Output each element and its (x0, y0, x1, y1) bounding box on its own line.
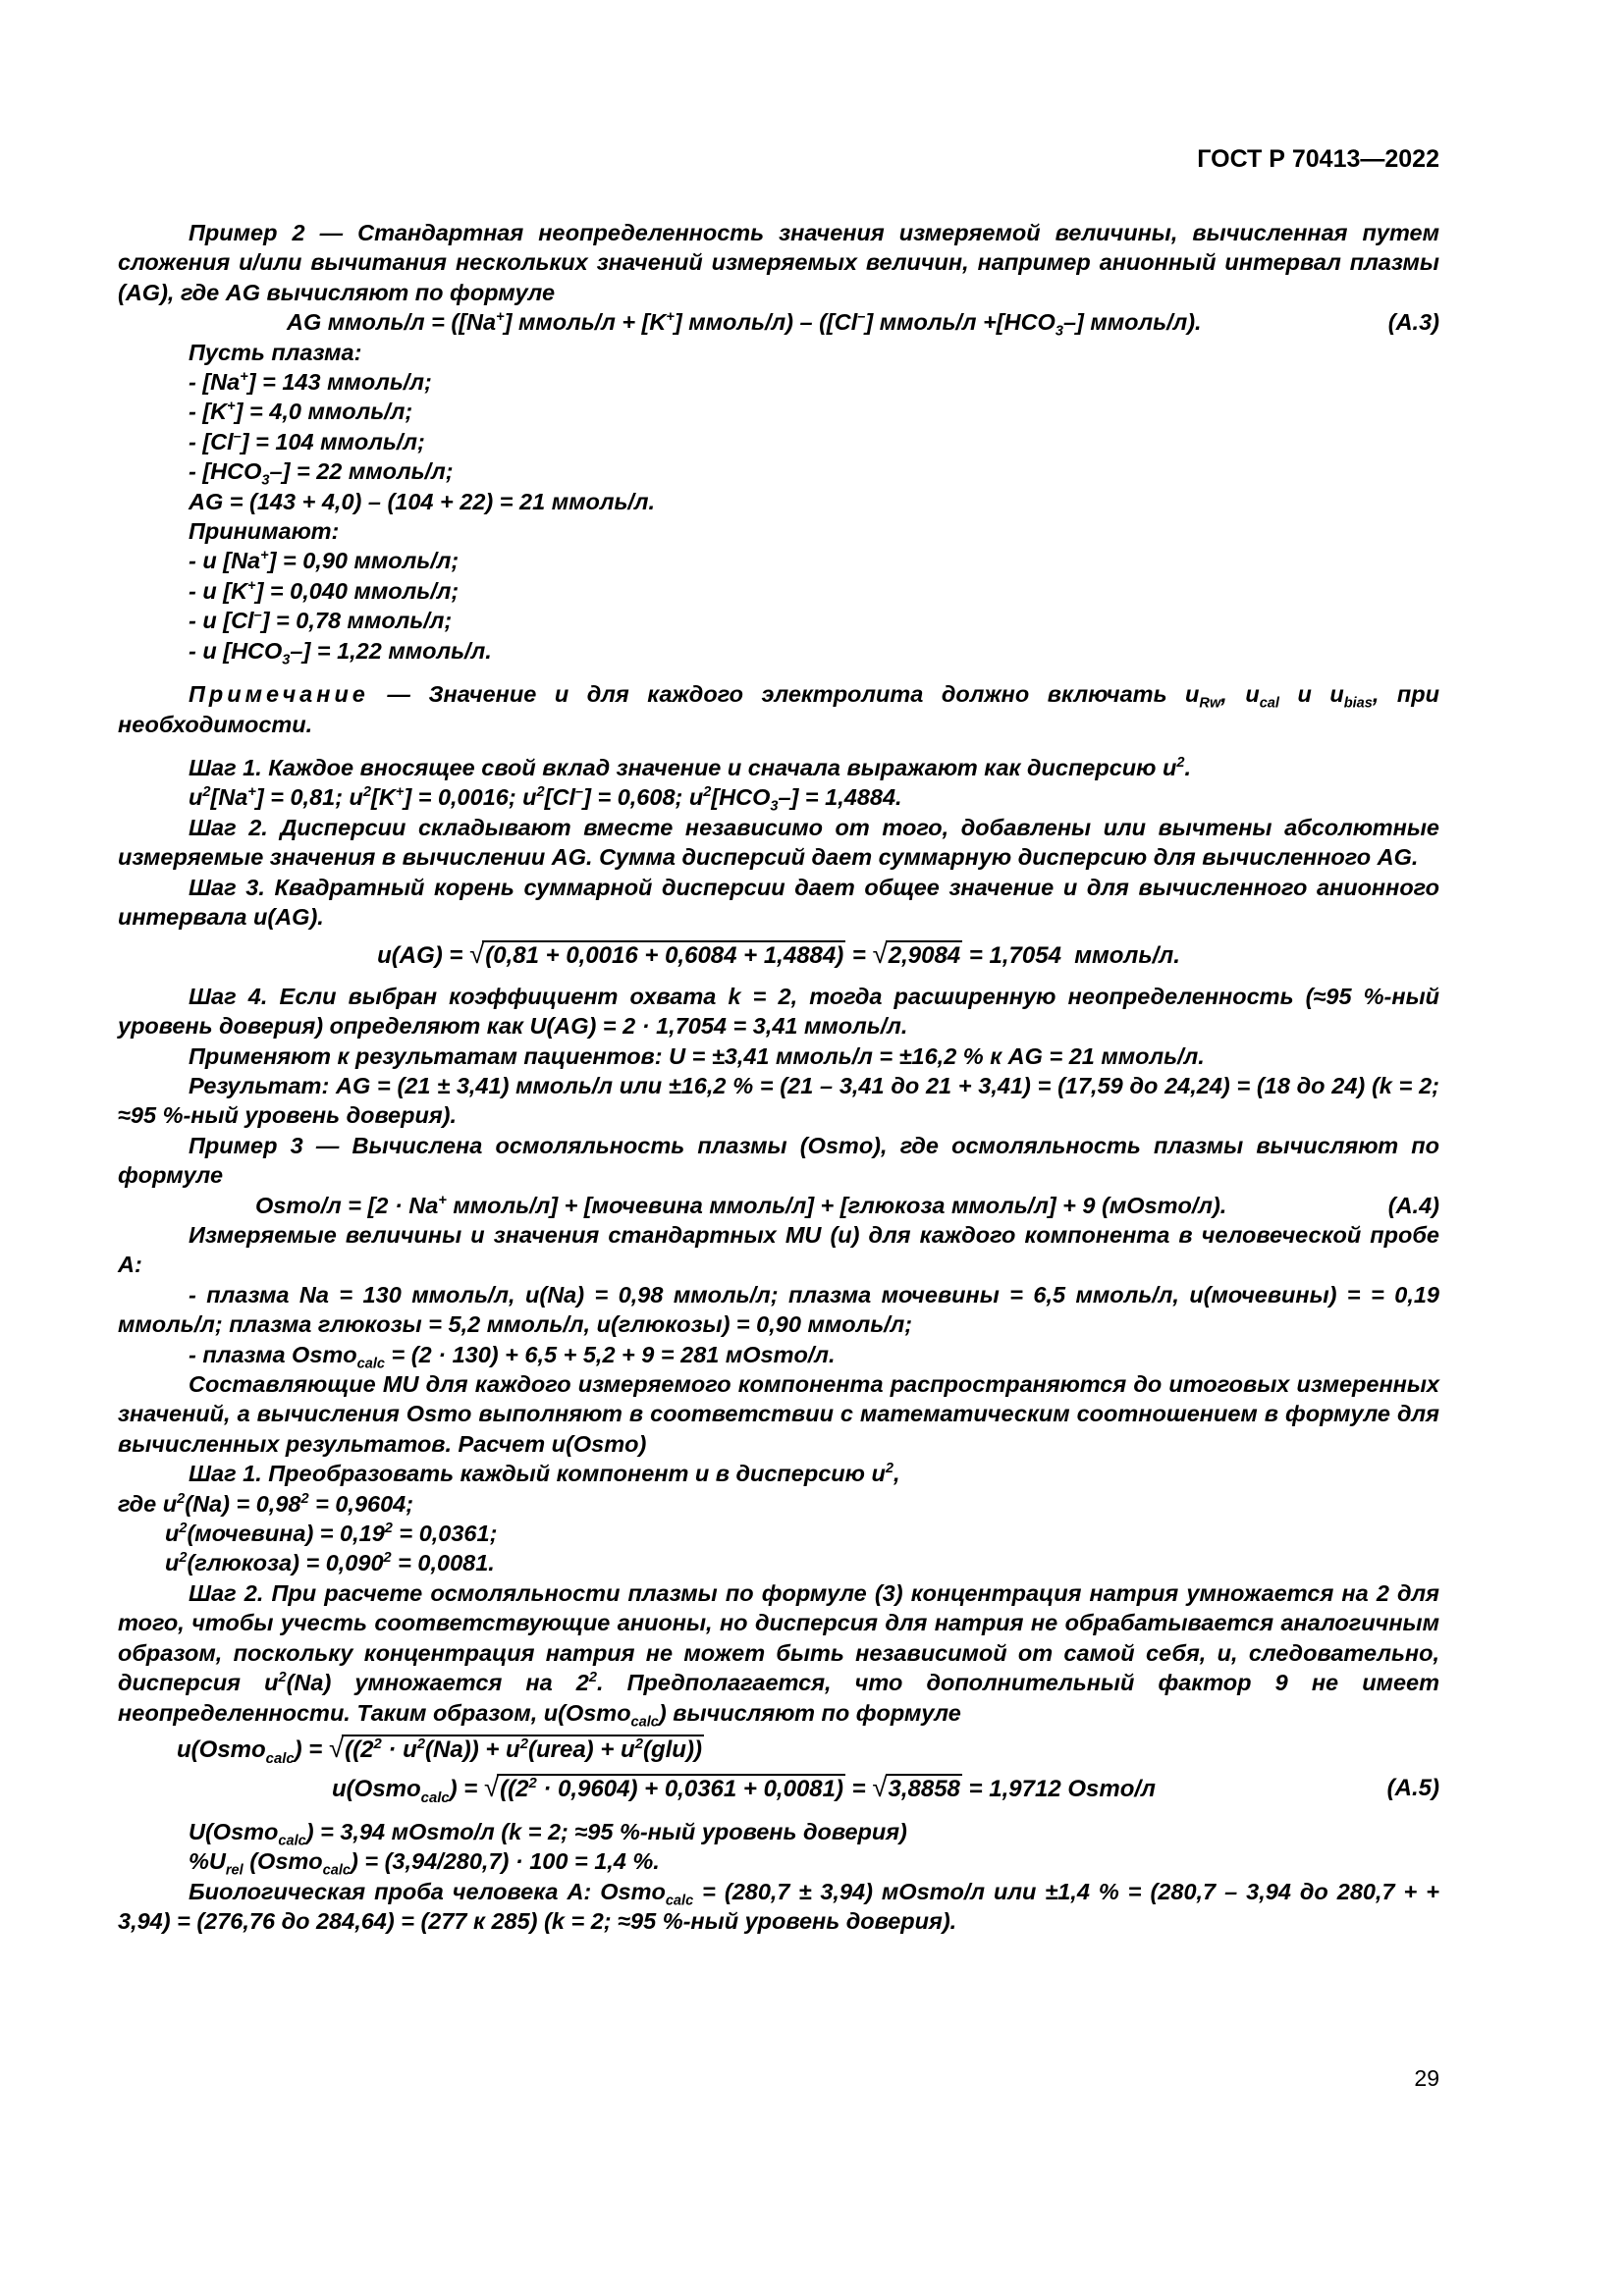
biological-sample-result: Биологическая проба человека А: Osmo$_{calc}$ = (280,7 ± 3,94) мOsmo/л или ±1,4 % = (280,7 – 3,94 до 280,7 + + 3,94) = (276,76 до 284,64) = (277 к 285) (k = 2; ≈95 %-ный уровень доверия). (118, 1878, 1439, 1934)
spacer (118, 739, 1439, 753)
relative-uncertainty: $\%U_{rel}$ (Osmo$_{calc}$) = (3,94/280,7) · 100 = 1,4 %. (189, 1848, 660, 1879)
formula-number: (A.5) (1386, 1775, 1439, 1802)
note: Примечание — Значение u для каждого электролита должно включать $u_{Rw}$, $u_{cal}$ и $u_{bias}$, при необходимости. (118, 681, 1439, 737)
sqrt-symbol: √ (469, 938, 485, 970)
document-header: ГОСТ Р 70413—2022 (1197, 145, 1439, 173)
example3-step1: Шаг 1. Преобразовать каждый компонент u в дисперсию $u^2$, (189, 1461, 900, 1487)
value-na: - [Na+] = 143 ммоль/л; (189, 369, 432, 396)
example3-step2: Шаг 2. При расчете осмоляльности плазмы по формуле (3) концентрация натрия умножается на 2 для того, чтобы учесть соответствующие анионы, но дисперсия для натрия не обрабатывается аналогичным образом, поскольку концентрация натрия не может быть независимой от самой себя, и, следовательно, дисперсия $u^2(Na)$ умножается на $2^2$. Предполагается, что дополнительный фактор 9 не имеет неопределенности. Таким образом, u(Osmo$_{calc}$) вычисляют по формуле (118, 1579, 1439, 1731)
variances-line: $u^2[Na^+] = 0,81$; $u^2[K^+] = 0,0016$; $u^2[Cl^-] = 0,608$; $u^2[HCO_3-] = 1,4884$. (189, 784, 902, 815)
result: Результат: AG = (21 ± 3,41) ммоль/л или ±16,2 % = (21 – 3,41 до 21 + 3,41) = (17,59 до 24,24) = (18 до 24) (k = 2; ≈95 %-ный уровень доверия). (118, 1072, 1439, 1129)
let-plasma: Пусть плазма: (189, 339, 362, 365)
value-hco3: - $[HCO_3-] = 22$ ммоль/л; (189, 458, 454, 489)
ag-calculation: AG = (143 + 4,0) – (104 + 22) = 21 ммоль/л. (189, 488, 656, 514)
variance-na: где $u^2(Na) = 0,98^2 = 0,9604$; (118, 1490, 414, 1517)
note-label: Примечание (189, 681, 369, 708)
variance-glucose: $u^2(глюкоза) = 0,090^2 = 0,0081$. (165, 1550, 495, 1576)
plasma-values: - плазма Na = 130 ммоль/л, u(Na) = 0,98 ммоль/л; плазма мочевины = 6,5 ммоль/л, u(мочевины) = = 0,19 ммоль/л; плазма глюкозы = 5,2 ммоль/л, u(глюкозы) = 0,90 ммоль/л; (118, 1281, 1439, 1338)
uvalue-cl: - u [Cl–] = 0,78 ммоль/л; (189, 608, 453, 634)
equation-uag: u(AG) = √(0,81 + 0,0016 + 0,6084 + 1,4884) = √2,9084 = 1,7054 ммоль/л. (377, 938, 1180, 970)
formula-number: (A.3) (1387, 309, 1439, 336)
example3-intro: Пример 3 — Вычислена осмоляльность плазмы (Osmo), где осмоляльность плазмы вычисляют по формуле (118, 1132, 1439, 1189)
step4: Шаг 4. Если выбран коэффициент охвата k = 2, тогда расширенную неопределенность (≈95 %-ный уровень доверия) определяют как U(AG) = 2 · 1,7054 = 3,41 ммоль/л. (118, 983, 1439, 1040)
example2-intro: Пример 2 — Стандартная неопределенность значения измеряемой величины, вычисленная путем сложения и/или вычитания нескольких значений измеряемых величин, например анионный интервал плазмы (AG), где AG вычисляют по формуле (118, 220, 1439, 305)
sqrt-symbol: √ (872, 1772, 888, 1803)
value-k: - [K+] = 4,0 ммоль/л; (189, 399, 413, 425)
sqrt-symbol: √ (872, 938, 888, 970)
page-number: 29 (1414, 2065, 1439, 2091)
measured-values-intro: Измеряемые величины и значения стандартных MU (u) для каждого компонента в человеческой пробе А: (118, 1222, 1439, 1278)
step3: Шаг 3. Квадратный корень суммарной дисперсии дает общее значение u для вычисленного анионного интервала u(AG). (118, 874, 1439, 930)
uvalue-hco3: - u $[HCO_3-] = 1,22$ ммоль/л. (189, 637, 492, 668)
osmo-calc: - плазма Osmo$_{calc}$ = (2 · 130) + 6,5 + 5,2 + 9 = 281 мOsmo/л. (189, 1341, 836, 1372)
uvalue-k: - u [K+] = 0,040 ммоль/л; (189, 577, 460, 604)
formula-number: (A.4) (1387, 1192, 1439, 1218)
step2: Шаг 2. Дисперсии складывают вместе независимо от того, добавлены или вычтены абсолютные измеряемые значения в вычислении AG. Сумма дисперсий дает суммарную дисперсию для вычисленного AG. (118, 814, 1439, 871)
variance-urea: $u^2(мочевина) = 0,19^2 = 0,0361$; (165, 1521, 498, 1547)
formula-a4-body: Osmo/л = [2 · Na+ ммоль/л] + [мочевина ммоль/л] + [глюкоза ммоль/л] + 9 (мOsmo/л). (255, 1192, 1227, 1218)
page-content (118, 218, 1439, 1936)
accepted-label: Принимают: (189, 518, 340, 545)
spacer (118, 666, 1439, 679)
equation-osmo-general: u(Osmo$_{calc}$) = $√((2^2 \cdot u^2(Na))$ + $u^2(urea) + u^2(glu)$) (177, 1732, 702, 1767)
uvalue-na: - u [Na+] = 0,90 ммоль/л; (189, 548, 460, 574)
sqrt-symbol: √ (328, 1732, 345, 1763)
step1: Шаг 1. Каждое вносящее свой вклад значение и сначала выражают как дисперсию $u^2$. (189, 754, 1191, 780)
equation-osmo-numeric-body: u(Osmo$_{calc}$) = $√((2^2 \cdot 0,9604) + 0,0361 + 0,0081) = √3,8858 = 1,9712$ Osmo/л (332, 1772, 1156, 1807)
value-cl: - [Cl–] = 104 ммоль/л; (189, 428, 425, 454)
formula-a4 (118, 1191, 1439, 1220)
components-text: Составляющие MU для каждого измеряемого компонента распространяются до итоговых измеренных значений, а вычисления Osmo выполняют в соответствии с математическим соотношением в формуле для вычисленных результатов. Расчет u(Osmo) (118, 1371, 1439, 1457)
equation-osmo-numeric (118, 1772, 1439, 1807)
apply-to-patients: Применяют к результатам пациентов: U = ±3,41 ммоль/л = ±16,2 % к AG = 21 ммоль/л. (189, 1042, 1205, 1069)
expanded-uncertainty: U(Osmo$_{calc}$) = 3,94 мOsmo/л (k = 2; ≈95 %-ный уровень доверия) (189, 1818, 907, 1849)
formula-a3-body: AG ммоль/л = ([Na+] ммоль/л + [K+] ммоль/л) – ([Cl–] ммоль/л $+[HCO_3-]$ ммоль/л). (287, 309, 1202, 340)
formula-a3 (118, 307, 1439, 340)
sqrt-symbol: √ (483, 1772, 500, 1803)
